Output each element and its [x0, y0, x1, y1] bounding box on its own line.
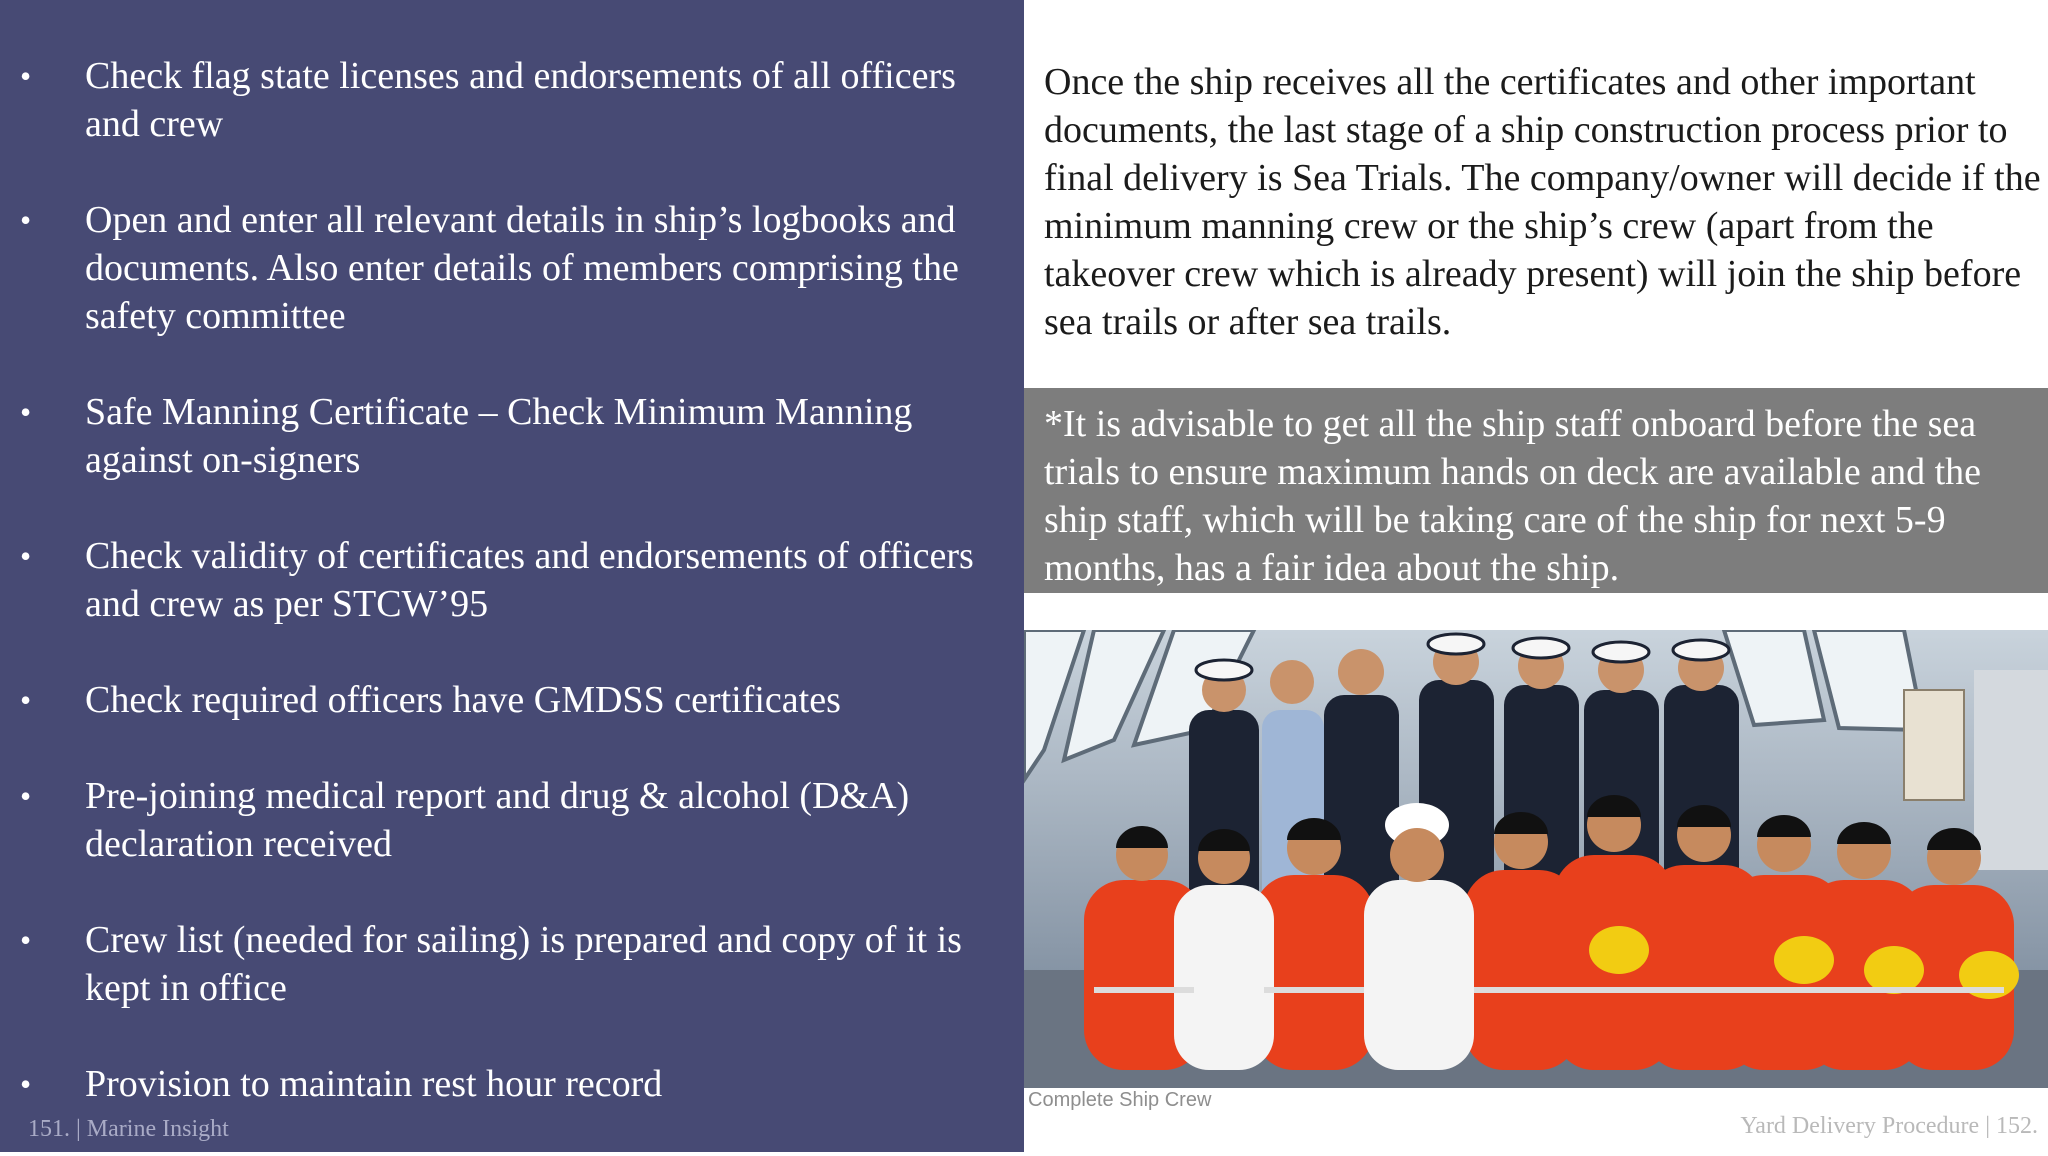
right-page-footer: Yard Delivery Procedure | 152.: [1740, 1113, 2038, 1139]
checklist-item: [0, 532, 1010, 628]
checklist-item-text: Check validity of certificates and endorsements of officers and crew as per STCW’95: [85, 535, 974, 625]
checklist-item: [0, 772, 1010, 868]
bridge-wall-panel: [1974, 670, 2048, 870]
ship-crew-photo: [1024, 630, 2048, 1088]
advisory-note-text: *It is advisable to get all the ship staff onboard before the sea trials to ensure maximum hands on deck are available and the ship staff, which will be taking care of the ship for next 5-9 months, has a fair idea about the ship.: [1044, 403, 1982, 589]
checklist-item: [0, 676, 1010, 724]
wall-poster: [1904, 690, 1964, 800]
checklist-item-text: Provision to maintain rest hour record: [85, 1063, 663, 1105]
checklist-item: [0, 916, 1010, 1012]
bullet-icon: •: [20, 778, 32, 814]
checklist-item-text: Check required officers have GMDSS certificates: [85, 679, 841, 721]
right-page: [1024, 0, 2048, 1152]
checklist-item: [0, 388, 1010, 484]
bullet-icon: •: [20, 1066, 32, 1102]
advisory-note: [1024, 388, 2048, 593]
left-page: [0, 0, 1024, 1152]
bullet-icon: •: [20, 202, 32, 238]
checklist-item-text: Pre-joining medical report and drug & alcohol (D&A) declaration received: [85, 775, 910, 865]
bullet-icon: •: [20, 682, 32, 718]
left-page-footer: 151. | Marine Insight: [28, 1116, 229, 1142]
intro-paragraph: Once the ship receives all the certificates and other important documents, the last stage of a ship construction process prior to final delivery is Sea Trials. The company/owner will decide if the minimum manning crew or the ship’s crew (apart from the takeover crew which is already present) will join the ship before sea trails or after sea trails.: [1044, 61, 2041, 343]
checklist-item-text: Check flag state licenses and endorsements of all officers and crew: [85, 55, 956, 145]
checklist-item: [0, 1060, 1010, 1108]
bullet-icon: •: [20, 58, 32, 94]
bullet-icon: •: [20, 922, 32, 958]
bullet-icon: •: [20, 538, 32, 574]
checklist-item-text: Open and enter all relevant details in ship’s logbooks and documents. Also enter details of members comprising the safety committee: [85, 199, 959, 337]
photo-caption: Complete Ship Crew: [1028, 1089, 1212, 1111]
checklist-item: [0, 196, 1010, 340]
checklist-item-text: Safe Manning Certificate – Check Minimum Manning against on-signers: [85, 391, 913, 481]
crew-photo-illustration: [1024, 630, 2048, 1088]
checklist-item: [0, 52, 1010, 148]
checklist: [0, 52, 1010, 1156]
checklist-item-text: Crew list (needed for sailing) is prepared and copy of it is kept in office: [85, 919, 962, 1009]
bullet-icon: •: [20, 394, 32, 430]
